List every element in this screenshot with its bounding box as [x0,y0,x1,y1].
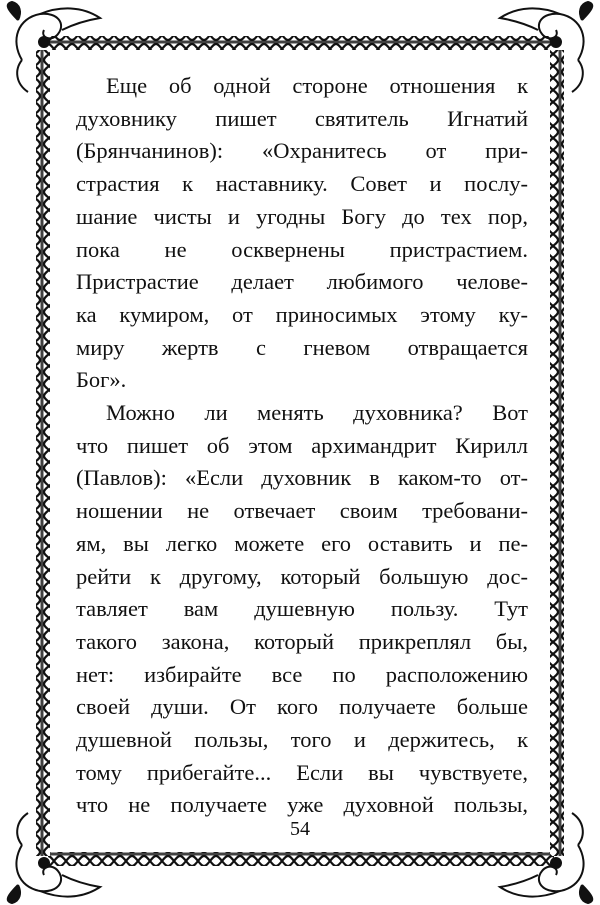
frame-bottom-rope [48,852,554,866]
text-line: ям, вы легко можете его оставить и пе- [76,530,528,556]
body-text [76,70,528,822]
text-line: миру жертв с гневом отвращается [76,334,528,360]
text-line: страстия к наставнику. Совет и послу- [76,171,528,197]
page-number: 54 [290,818,310,840]
text-line: что пишет об этом архимандрит Кирилл [76,432,528,458]
frame-right-rope [550,50,564,856]
text-line: Бог». [76,367,127,393]
text-line: ка кумиром, от приносимых этому ку- [76,301,528,327]
paragraph-1 [76,70,528,397]
text-line: Еще об одной стороне отношения к [106,73,528,98]
text-line: (Павлов): «Если духовник в каком-то от- [76,465,528,491]
text-line: что не получаете уже духовной пользы, [76,792,528,818]
paragraph-2 [76,397,528,822]
text-line: Можно ли менять духовника? Вот [106,400,528,426]
frame-top-rope [48,36,554,50]
text-line: такого закона, который прикреплял бы, [76,628,528,654]
text-line: пока не осквернены пристрастием. [76,236,528,262]
text-line: тому прибегайте... Если вы чувствуете, [76,759,528,785]
text-line: нет: избирайте все по расположению [76,661,528,687]
text-line: рейти к другому, который большую дос- [76,563,528,589]
text-line: ношении не отвечает своим требовани- [76,498,528,524]
frame-left-rope [36,50,50,856]
text-line: душевной пользы, того и держитесь, к [76,727,528,753]
text-line: (Брянчанинов): «Охранитесь от при- [76,138,528,164]
text-line: тавляет вам душевную пользу. Тут [76,596,528,622]
text-line: своей души. От кого получаете больше [76,694,528,720]
text-line: Пристрастие делает любимого челове- [76,269,528,295]
text-line: шание чисты и угодны Богу до тех пор, [76,203,528,229]
text-line: духовнику пишет святитель Игнатий [76,105,528,131]
